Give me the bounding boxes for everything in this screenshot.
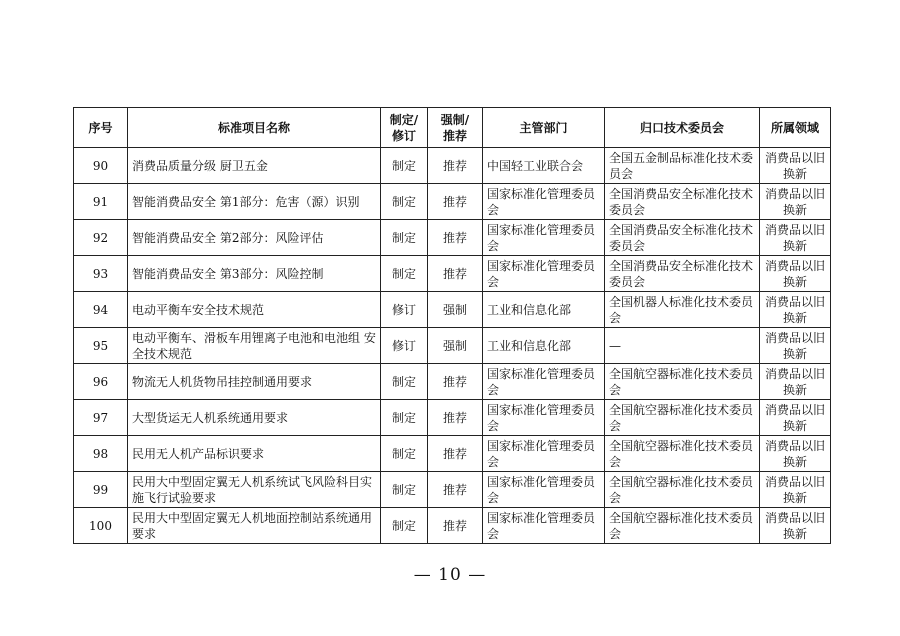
row-number-cell: 91 bbox=[74, 184, 128, 220]
standard-name-cell: 民用无人机产品标识要求 bbox=[128, 436, 381, 472]
mandatory-status-cell: 强制 bbox=[428, 292, 483, 328]
standard-name-cell: 民用大中型固定翼无人机地面控制站系统通用要求 bbox=[128, 508, 381, 544]
field-domain-cell: 消费品以旧换新 bbox=[760, 256, 831, 292]
standard-name-cell: 物流无人机货物吊挂控制通用要求 bbox=[128, 364, 381, 400]
revision-type-cell: 制定 bbox=[381, 184, 428, 220]
header-committee: 归口技术委员会 bbox=[605, 108, 760, 148]
page-number: — 10 — bbox=[413, 565, 487, 585]
technical-committee-cell: 全国消费品安全标准化技术委员会 bbox=[605, 184, 760, 220]
technical-committee-cell: 全国航空器标准化技术委员会 bbox=[605, 400, 760, 436]
table-row bbox=[74, 472, 831, 508]
field-domain-cell: 消费品以旧换新 bbox=[760, 364, 831, 400]
field-domain-cell: 消费品以旧换新 bbox=[760, 328, 831, 364]
field-domain-cell: 消费品以旧换新 bbox=[760, 148, 831, 184]
header-no: 序号 bbox=[74, 108, 128, 148]
header-mandatory: 强制/ 推荐 bbox=[428, 108, 483, 148]
table-row bbox=[74, 148, 831, 184]
technical-committee-cell: 全国消费品安全标准化技术委员会 bbox=[605, 220, 760, 256]
mandatory-status-cell: 推荐 bbox=[428, 220, 483, 256]
department-cell: 中国轻工业联合会 bbox=[483, 148, 605, 184]
header-field: 所属领域 bbox=[760, 108, 831, 148]
mandatory-status-cell: 推荐 bbox=[428, 184, 483, 220]
department-cell: 国家标准化管理委员会 bbox=[483, 364, 605, 400]
row-number-cell: 100 bbox=[74, 508, 128, 544]
header-type: 制定/ 修订 bbox=[381, 108, 428, 148]
revision-type-cell: 制定 bbox=[381, 364, 428, 400]
field-domain-cell: 消费品以旧换新 bbox=[760, 400, 831, 436]
revision-type-cell: 制定 bbox=[381, 508, 428, 544]
table-row bbox=[74, 364, 831, 400]
mandatory-status-cell: 推荐 bbox=[428, 148, 483, 184]
field-domain-cell: 消费品以旧换新 bbox=[760, 220, 831, 256]
table-row bbox=[74, 508, 831, 544]
table-row bbox=[74, 184, 831, 220]
table-row bbox=[74, 328, 831, 364]
table-row bbox=[74, 436, 831, 472]
mandatory-status-cell: 推荐 bbox=[428, 508, 483, 544]
revision-type-cell: 修订 bbox=[381, 292, 428, 328]
row-number-cell: 96 bbox=[74, 364, 128, 400]
table-row bbox=[74, 256, 831, 292]
row-number-cell: 92 bbox=[74, 220, 128, 256]
row-number-cell: 93 bbox=[74, 256, 128, 292]
field-domain-cell: 消费品以旧换新 bbox=[760, 472, 831, 508]
row-number-cell: 95 bbox=[74, 328, 128, 364]
standard-name-cell: 电动平衡车、滑板车用锂离子电池和电池组 安全技术规范 bbox=[128, 328, 381, 364]
technical-committee-cell: 全国航空器标准化技术委员会 bbox=[605, 472, 760, 508]
technical-committee-cell: — bbox=[605, 328, 760, 364]
field-domain-cell: 消费品以旧换新 bbox=[760, 292, 831, 328]
table-row bbox=[74, 400, 831, 436]
mandatory-status-cell: 推荐 bbox=[428, 256, 483, 292]
table-row bbox=[74, 220, 831, 256]
standard-name-cell: 智能消费品安全 第1部分：危害（源）识别 bbox=[128, 184, 381, 220]
mandatory-status-cell: 强制 bbox=[428, 328, 483, 364]
mandatory-status-cell: 推荐 bbox=[428, 436, 483, 472]
department-cell: 国家标准化管理委员会 bbox=[483, 508, 605, 544]
mandatory-status-cell: 推荐 bbox=[428, 472, 483, 508]
mandatory-status-cell: 推荐 bbox=[428, 364, 483, 400]
revision-type-cell: 制定 bbox=[381, 220, 428, 256]
field-domain-cell: 消费品以旧换新 bbox=[760, 184, 831, 220]
row-number-cell: 98 bbox=[74, 436, 128, 472]
department-cell: 国家标准化管理委员会 bbox=[483, 256, 605, 292]
revision-type-cell: 制定 bbox=[381, 472, 428, 508]
standard-name-cell: 消费品质量分级 厨卫五金 bbox=[128, 148, 381, 184]
department-cell: 国家标准化管理委员会 bbox=[483, 220, 605, 256]
standard-name-cell: 智能消费品安全 第3部分：风险控制 bbox=[128, 256, 381, 292]
department-cell: 国家标准化管理委员会 bbox=[483, 436, 605, 472]
standard-name-cell: 大型货运无人机系统通用要求 bbox=[128, 400, 381, 436]
row-number-cell: 99 bbox=[74, 472, 128, 508]
row-number-cell: 94 bbox=[74, 292, 128, 328]
department-cell: 国家标准化管理委员会 bbox=[483, 400, 605, 436]
header-department: 主管部门 bbox=[483, 108, 605, 148]
table-header-row bbox=[74, 108, 831, 148]
standard-name-cell: 民用大中型固定翼无人机系统试飞风险科目实施飞行试验要求 bbox=[128, 472, 381, 508]
department-cell: 国家标准化管理委员会 bbox=[483, 472, 605, 508]
row-number-cell: 90 bbox=[74, 148, 128, 184]
standard-name-cell: 智能消费品安全 第2部分：风险评估 bbox=[128, 220, 381, 256]
department-cell: 工业和信息化部 bbox=[483, 292, 605, 328]
technical-committee-cell: 全国航空器标准化技术委员会 bbox=[605, 508, 760, 544]
table-row bbox=[74, 292, 831, 328]
technical-committee-cell: 全国机器人标准化技术委员会 bbox=[605, 292, 760, 328]
revision-type-cell: 制定 bbox=[381, 400, 428, 436]
department-cell: 国家标准化管理委员会 bbox=[483, 184, 605, 220]
technical-committee-cell: 全国消费品安全标准化技术委员会 bbox=[605, 256, 760, 292]
mandatory-status-cell: 推荐 bbox=[428, 400, 483, 436]
field-domain-cell: 消费品以旧换新 bbox=[760, 436, 831, 472]
revision-type-cell: 制定 bbox=[381, 148, 428, 184]
technical-committee-cell: 全国航空器标准化技术委员会 bbox=[605, 436, 760, 472]
revision-type-cell: 制定 bbox=[381, 436, 428, 472]
technical-committee-cell: 全国五金制品标准化技术委员会 bbox=[605, 148, 760, 184]
standard-name-cell: 电动平衡车安全技术规范 bbox=[128, 292, 381, 328]
standards-table bbox=[73, 107, 831, 544]
table-body bbox=[74, 148, 831, 544]
row-number-cell: 97 bbox=[74, 400, 128, 436]
revision-type-cell: 制定 bbox=[381, 256, 428, 292]
field-domain-cell: 消费品以旧换新 bbox=[760, 508, 831, 544]
header-name: 标准项目名称 bbox=[128, 108, 381, 148]
technical-committee-cell: 全国航空器标准化技术委员会 bbox=[605, 364, 760, 400]
department-cell: 工业和信息化部 bbox=[483, 328, 605, 364]
revision-type-cell: 修订 bbox=[381, 328, 428, 364]
